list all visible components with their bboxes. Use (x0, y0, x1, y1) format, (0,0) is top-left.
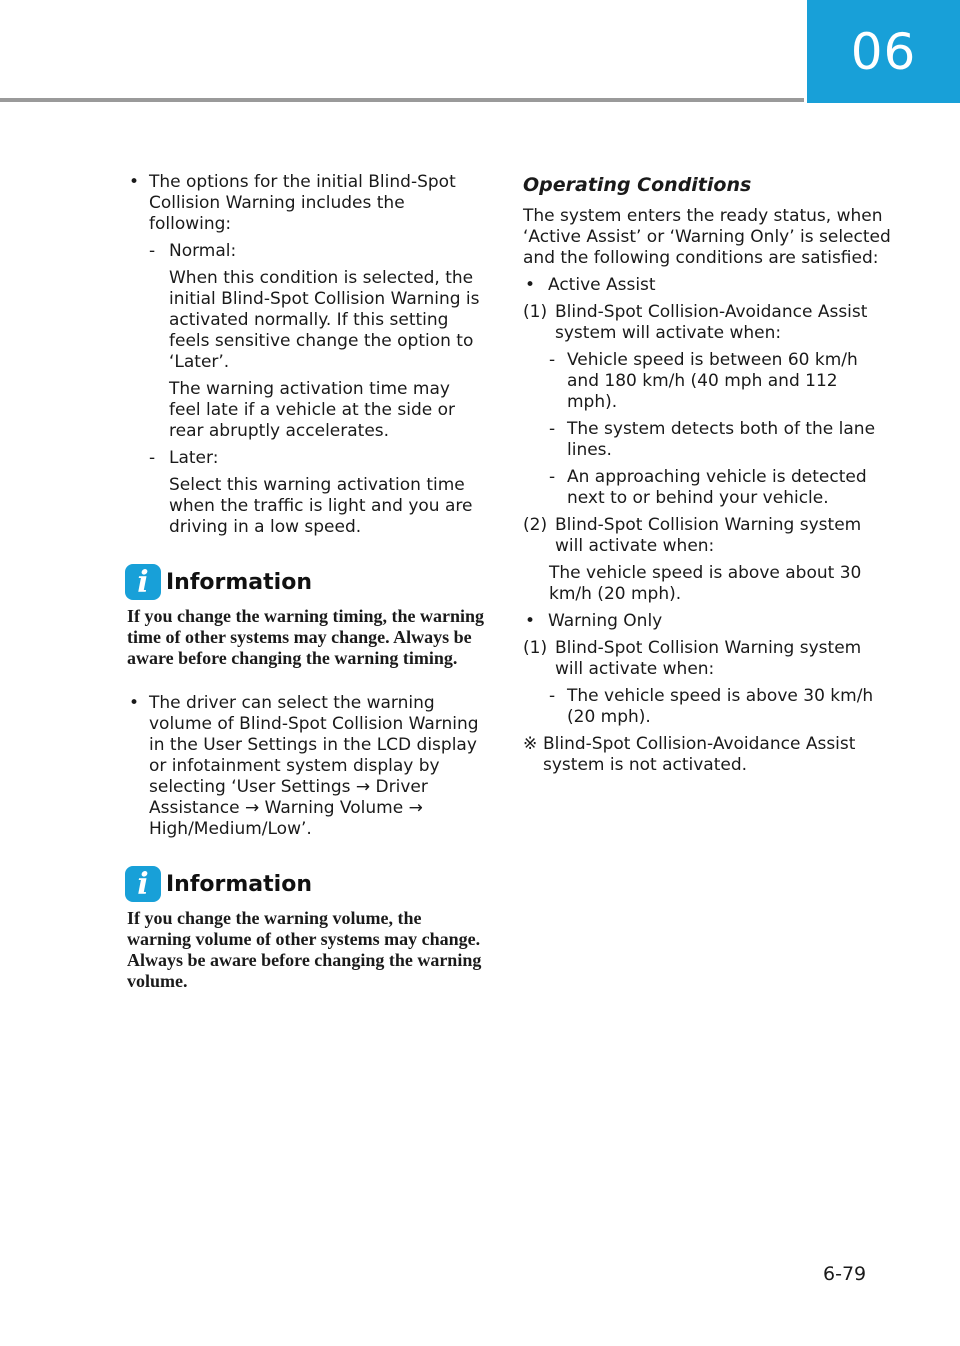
section-title: Operating Conditions (523, 174, 752, 196)
note-text: Blind-Spot Collision-Avoidance Assist system is not activated. (543, 734, 856, 775)
intro-text: The system enters the ready status, when ‘Active Assist’ or ‘Warning Only’ is selected and the following conditions are satisfied: (523, 206, 891, 268)
option-normal: - Normal: (149, 241, 237, 261)
right-column (523, 172, 891, 782)
aa-cond-3-text: An approaching vehicle is detected next to or behind your vehicle. (567, 467, 867, 508)
info-title-1: Information (166, 569, 312, 595)
option-normal-desc2: The warning activation time may feel late if a vehicle at the side or rear abruptly accelerates. (169, 379, 455, 441)
aa-item-1-condition-3: - An approaching vehicle is detected next to or behind your vehicle. (549, 467, 867, 508)
note-mark: ※ (523, 734, 538, 754)
info-body-2: If you change the warning volume, the warning volume of other systems may change. Always be aware before changing the warning volume. (127, 908, 482, 991)
aa-item-2-number: (2) (523, 515, 548, 535)
info-heading-1 (127, 564, 485, 600)
aa-item-1 (523, 302, 891, 344)
chapter-tab (807, 0, 960, 103)
option-later-desc: Select this warning activation time when the traffic is light and you are driving in a low speed. (169, 475, 473, 537)
bullet-warning-options: • The options for the initial Blind-Spot Collision Warning includes the following: (127, 172, 485, 235)
aa-item-1-condition-1: - Vehicle speed is between 60 km/h and 180 km/h (40 mph and 112 mph). (549, 350, 858, 412)
wo-cond-1-text: The vehicle speed is above 30 km/h (20 mph). (567, 686, 874, 727)
bullet-warning-volume: • The driver can select the warning volume of Blind-Spot Collision Warning in the User Settings in the LCD display or infotainment system display by selecting ‘User Settings → Driver Assistance → Warning Volume → High/Medium/Low’. (127, 693, 485, 840)
aa-cond-1-text: Vehicle speed is between 60 km/h and 180 km/h (40 mph and 112 mph). (567, 350, 858, 412)
aa-item-2 (523, 515, 891, 557)
wo-item-1-condition-1: - The vehicle speed is above 30 km/h (20 mph). (549, 686, 874, 727)
mode-warning-only: • Warning Only (523, 611, 891, 632)
aa-item-1-number: (1) (523, 302, 548, 322)
option-later: - Later: (149, 448, 219, 468)
wo-item-1 (523, 638, 891, 680)
option-later-label: Later: (169, 448, 219, 468)
option-normal-label: Normal: (169, 241, 237, 261)
info-heading-2 (127, 866, 485, 902)
note (523, 734, 891, 776)
option-normal-desc1: When this condition is selected, the initial Blind-Spot Collision Warning is activated normally. If this setting feels sensitive change the option to ‘Later’. (169, 268, 480, 372)
info-icon: i (125, 564, 161, 600)
wo-item-1-number: (1) (523, 638, 548, 658)
page-number: 6-79 (823, 1263, 867, 1285)
left-column (127, 172, 485, 992)
aa-item-2-desc: The vehicle speed is above about 30 km/h (20 mph). (549, 563, 862, 604)
aa-item-2-text: Blind-Spot Collision Warning system will activate when: (555, 515, 862, 556)
header-rule (0, 98, 804, 102)
aa-cond-2-text: The system detects both of the lane lines. (567, 419, 876, 460)
info-icon: i (125, 866, 161, 902)
info-title-2: Information (166, 871, 312, 897)
aa-item-1-text: Blind-Spot Collision-Avoidance Assist system will activate when: (555, 302, 868, 343)
mode-active-assist: • Active Assist (523, 275, 891, 296)
chapter-number: 06 (850, 22, 917, 81)
wo-item-1-text: Blind-Spot Collision Warning system will activate when: (555, 638, 862, 679)
aa-item-1-condition-2: - The system detects both of the lane lines. (549, 419, 876, 460)
info-body-1: If you change the warning timing, the warning time of other systems may change. Always be aware before changing the warning timing. (127, 606, 485, 668)
